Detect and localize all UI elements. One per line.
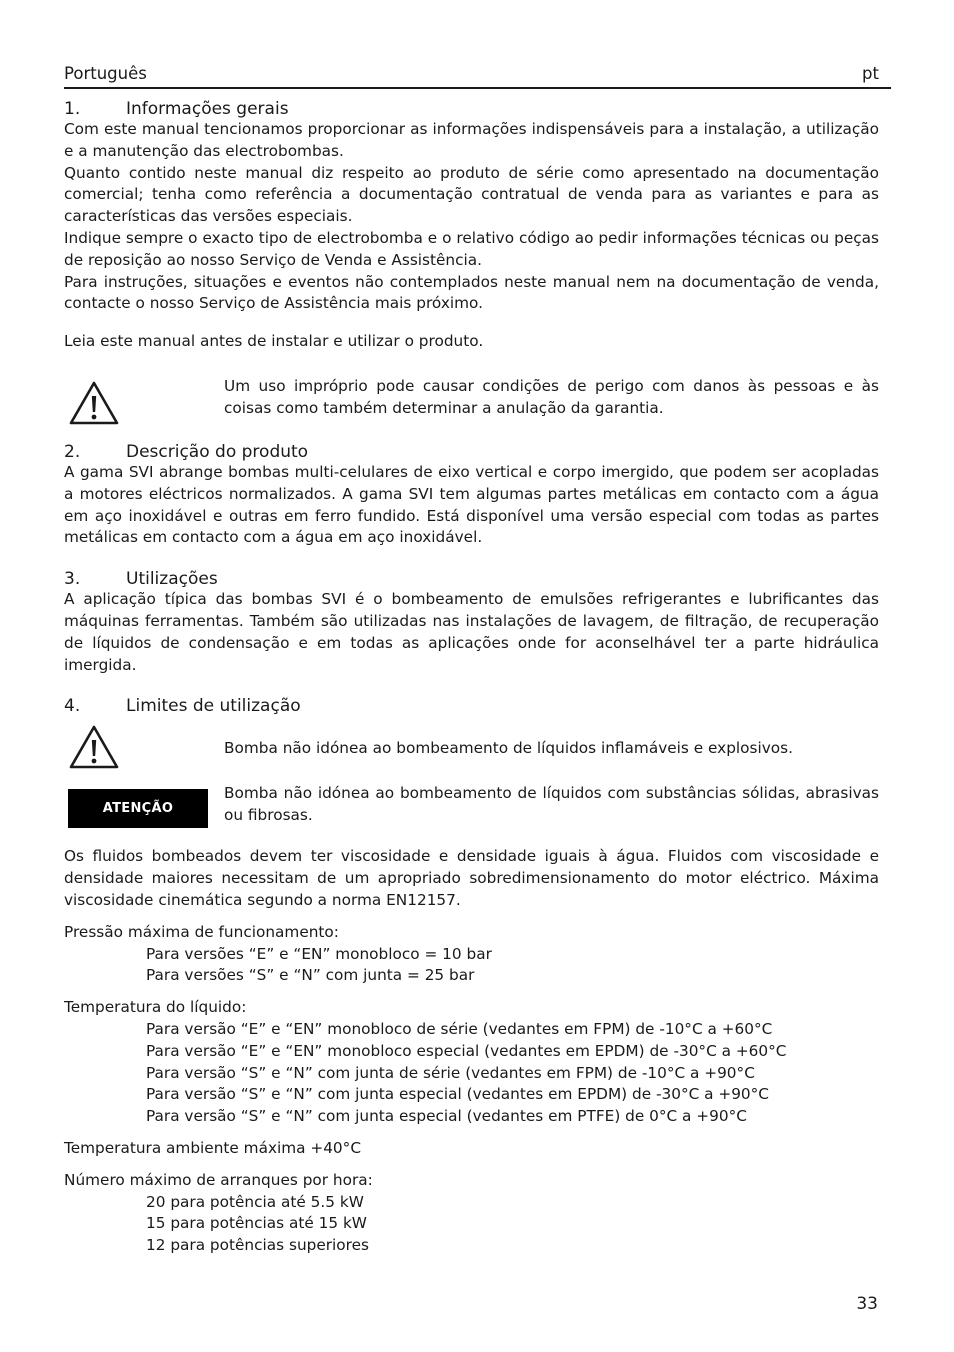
list-item: Para versão “E” e “EN” monobloco de série (vedantes em FPM) de -10°C a +60°C xyxy=(146,1019,773,1038)
pressure-block xyxy=(64,922,879,987)
page-number: 33 xyxy=(856,1294,878,1314)
list-item: Para versões “S” e “N” com junta = 25 bar xyxy=(146,966,475,985)
list-item: 15 para potências até 15 kW xyxy=(146,1214,367,1233)
section-general-info xyxy=(64,99,879,437)
list-item: Para versão “S” e “N” com junta de série (vedantes em FPM) de -10°C a +90°C xyxy=(146,1063,755,1082)
section-usage-limits xyxy=(64,696,879,1257)
paragraph: Indique sempre o exacto tipo de electrobomba e o relativo código ao pedir informações técnicas ou peças de reposição ao nosso Serviço de Venda e Assistência. xyxy=(64,228,879,269)
attention-text: Bomba não idónea ao bombeamento de líquidos com substâncias sólidas, abrasivas ou fibrosas. xyxy=(224,784,879,825)
list-item: Para versões “E” e “EN” monobloco = 10 bar xyxy=(146,944,492,963)
section-number: 3. xyxy=(64,569,81,590)
header-language: Português xyxy=(64,64,147,83)
section-heading xyxy=(64,569,879,589)
attention-badge: ATENÇÃO xyxy=(68,789,208,828)
warning-block xyxy=(64,716,879,782)
read-note: Leia este manual antes de instalar e utilizar o produto. xyxy=(64,332,484,351)
header-language-code: pt xyxy=(862,64,879,83)
paragraph: Para instruções, situações e eventos não contemplados neste manual nem na documentação de venda, contacte o nosso Serviço de Assistência mais próximo. xyxy=(64,272,879,313)
ambient-temperature: Temperatura ambiente máxima +40°C xyxy=(64,1138,361,1157)
list-item: Para versão “E” e “EN” monobloco especial (vedantes em EPDM) de -30°C a +60°C xyxy=(146,1041,787,1060)
warning-text: Bomba não idónea ao bombeamento de líquidos inflamáveis e explosivos. xyxy=(224,739,794,758)
page-header xyxy=(64,62,891,89)
paragraph: A gama SVI abrange bombas multi-celulares de eixo vertical e corpo imergido, que podem ser acopladas a motores eléctricos normalizados. A gama SVI tem algumas partes metálicas em contacto com a água em aço inoxidável e outras em ferro fundido. Está disponível uma versão especial com todas as partes metálicas em contacto com a água em aço inoxidável. xyxy=(64,462,879,547)
warning-triangle-icon xyxy=(68,380,120,430)
section-heading xyxy=(64,696,879,716)
document-page xyxy=(64,62,879,1257)
section-title: Limites de utilização xyxy=(126,696,301,717)
paragraph: Quanto contido neste manual diz respeito ao produto de série como apresentado na documentação comercial; tenha como referência a documentação contratual de venda para as variantes e para as características das versões especiais. xyxy=(64,163,879,226)
starts-block xyxy=(64,1170,879,1257)
temperature-block xyxy=(64,997,879,1128)
warning-text: Um uso impróprio pode causar condições de perigo com danos às pessoas e às coisas como também determinar a anulação da garantia. xyxy=(224,376,879,417)
attention-block xyxy=(64,782,879,844)
fluids-paragraph: Os fluidos bombeados devem ter viscosidade e densidade iguais à água. Fluidos com viscosidade e densidade maiores necessitam de um apropriado sobredimensionamento do motor eléctrico. Máxima viscosidade cinemática segundo a norma EN12157. xyxy=(64,847,879,909)
section-title: Informações gerais xyxy=(126,99,289,119)
list-item: 12 para potências superiores xyxy=(146,1236,369,1255)
list-item: Para versão “S” e “N” com junta especial (vedantes em EPDM) de -30°C a +90°C xyxy=(146,1085,769,1104)
pressure-label: Pressão máxima de funcionamento: xyxy=(64,922,339,941)
list-item: 20 para potência até 5.5 kW xyxy=(146,1192,364,1211)
section-number: 4. xyxy=(64,696,81,717)
temperature-label: Temperatura do líquido: xyxy=(64,998,247,1017)
section-title: Descrição do produto xyxy=(126,441,309,462)
ambient-block xyxy=(64,1138,879,1160)
section-heading xyxy=(64,99,879,119)
warning-block xyxy=(64,369,879,437)
section-uses xyxy=(64,569,879,676)
list-item: Para versão “S” e “N” com junta especial (vedantes em PTFE) de 0°C a +90°C xyxy=(146,1107,747,1126)
section-heading xyxy=(64,442,879,462)
starts-label: Número máximo de arranques por hora: xyxy=(64,1170,373,1189)
section-number: 1. xyxy=(64,99,81,119)
section-product-description xyxy=(64,442,879,549)
paragraph: A aplicação típica das bombas SVI é o bombeamento de emulsões refrigerantes e lubrificantes das máquinas ferramentas. Também são utilizadas nas instalações de lavagem, de filtração, de recuperação de líquidos de condensação e em todas as aplicações onde for aconselhável ter a parte hidráulica imergida. xyxy=(64,590,879,674)
paragraph: Com este manual tencionamos proporcionar as informações indispensáveis para a instalação, a utilização e a manutenção das electrobombas. xyxy=(64,120,879,160)
warning-triangle-icon xyxy=(68,724,120,774)
section-number: 2. xyxy=(64,441,81,462)
section-title: Utilizações xyxy=(126,569,218,590)
